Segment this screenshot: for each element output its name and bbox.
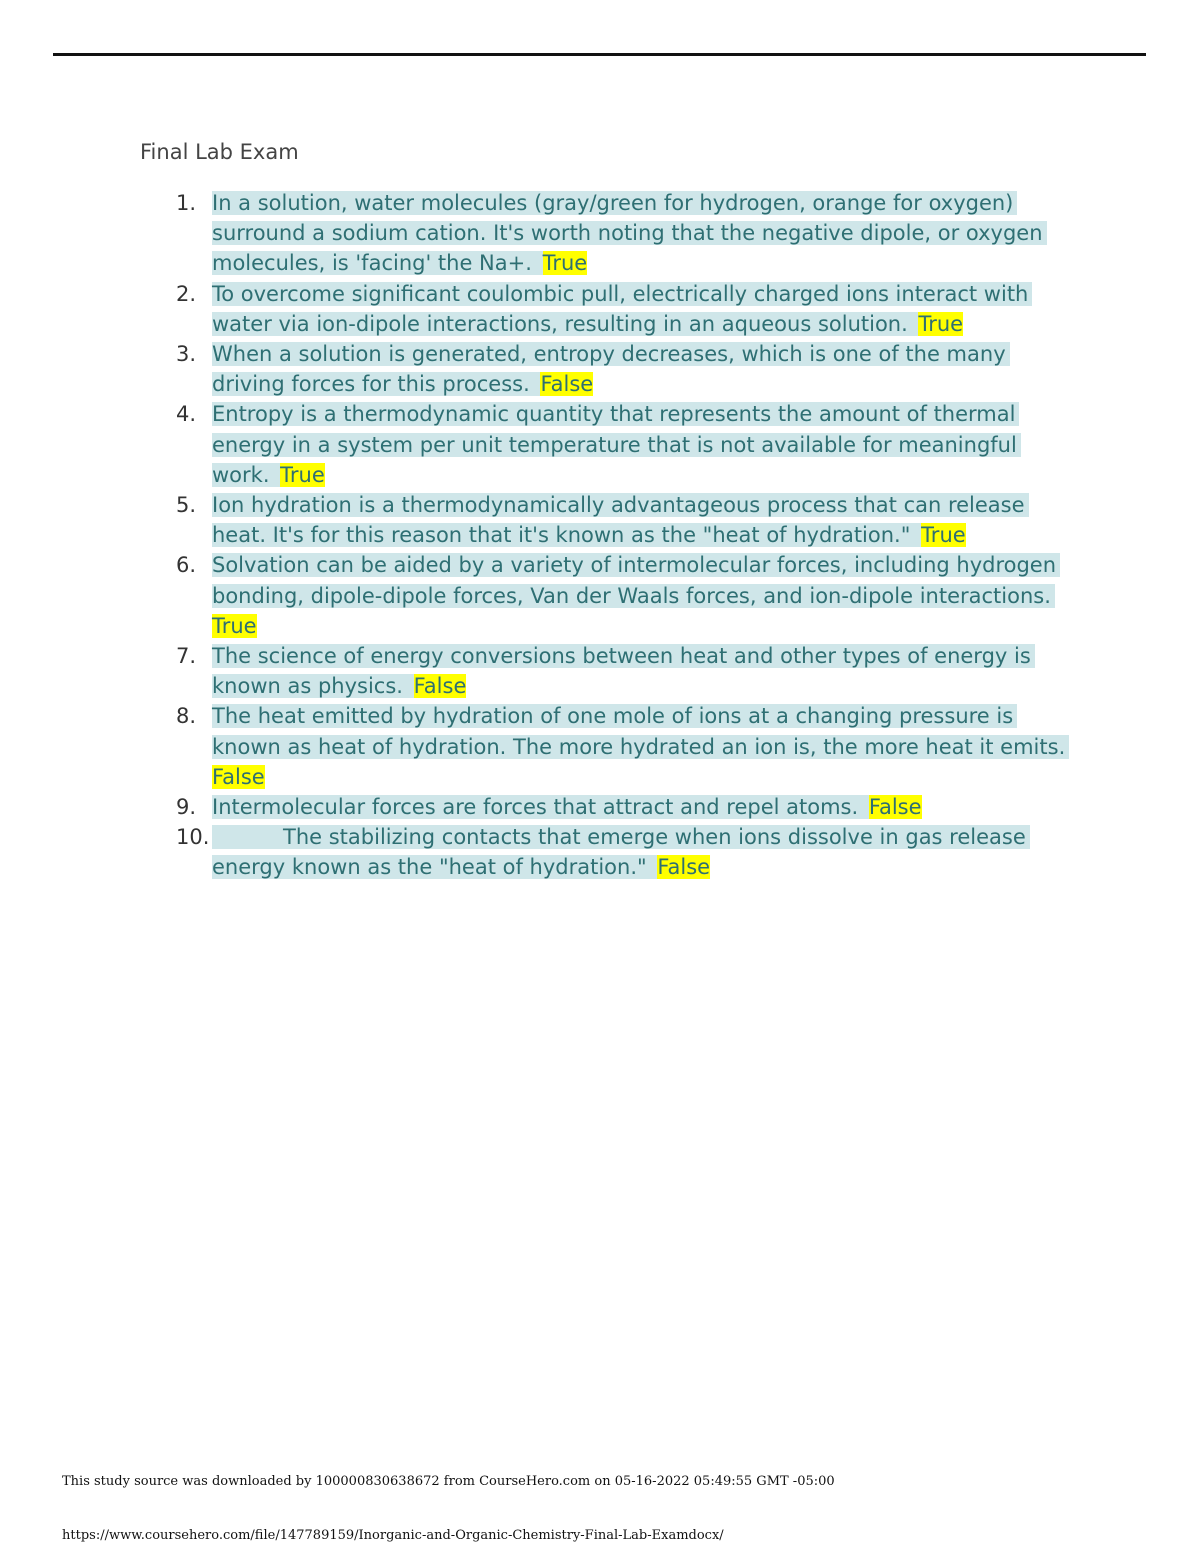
question-text: The heat emitted by hydration of one mole of ions at a changing pressure is known as heat of hydration. The more hydrated an ion is, the more heat it emits. [212,704,1069,758]
answer-highlight: False [868,795,922,820]
question-text: Solvation can be aided by a variety of intermolecular forces, including hydrogen bonding, dipole-dipole forces, Van der Waals forces, and ion-dipole interactions. [212,553,1060,607]
question-number: 2. [176,281,197,306]
question-number: 10. [176,825,210,850]
answer-highlight: True [280,462,325,487]
question-number: 3. [176,342,197,367]
answer-highlight: False [413,674,467,699]
question-number: 7. [176,644,197,669]
question-text: Intermolecular forces are forces that attract and repel atoms. [212,795,869,819]
answer-highlight: True [542,251,588,276]
download-notice: This study source was downloaded by 100000830638672 from CourseHero.com on 05-16-2022 05:49:55 GMT -05:00 [62,1474,835,1489]
question-text: In a solution, water molecules (gray/green for hydrogen, orange for oxygen) surround a sodium cation. It's worth noting that the negative dipole, or oxygen molecules, is 'facing' the Na+. [212,191,1047,275]
answer-highlight: True [918,311,964,336]
question-item [140,641,1070,701]
question-number: 4. [176,402,197,427]
question-list [140,188,1070,883]
question-item [140,822,1070,882]
question-number: 6. [176,553,197,578]
question-text-body: The stabilizing contacts that emerge when ions dissolve in gas release energy known as the "heat of hydration." [212,825,1026,880]
question-item [140,490,1070,550]
question-item [140,188,1070,279]
question-number: 9. [176,795,197,820]
question-text: When a solution is generated, entropy decreases, which is one of the many driving forces for this process. [212,342,1010,396]
question-number: 1. [176,191,197,215]
question-item [140,792,1070,822]
question-text: The science of energy conversions between heat and other types of energy is known as physics. [212,644,1035,698]
document-title: Final Lab Exam [140,140,299,164]
answer-highlight: False [540,372,594,397]
question-number: 5. [176,493,197,518]
question-text: To overcome significant coulombic pull, electrically charged ions interact with water via ion-dipole interactions, resulting in an aqueous solution. [212,282,1032,336]
question-text: Ion hydration is a thermodynamically advantageous process that can release heat. It's for this reason that it's known as the "heat of hydration." [212,493,1029,547]
question-item [140,279,1070,339]
answer-highlight: True [921,523,966,548]
question-item [140,339,1070,399]
question-item [140,550,1070,641]
answer-highlight: True [212,613,257,638]
source-url-link[interactable]: https://www.coursehero.com/file/147789159/Inorganic-and-Organic-Chemistry-Final-Lab-Examdocx/ [62,1528,724,1543]
question-number: 8. [176,704,197,729]
question-item [140,701,1070,792]
question-text [212,825,1030,879]
question-item [140,399,1070,490]
answer-highlight: False [212,764,265,789]
top-rule [53,53,1146,56]
answer-highlight: False [657,855,711,880]
question-text: Entropy is a thermodynamic quantity that represents the amount of thermal energy in a system per unit temperature that is not available for meaningful work. [212,402,1021,486]
